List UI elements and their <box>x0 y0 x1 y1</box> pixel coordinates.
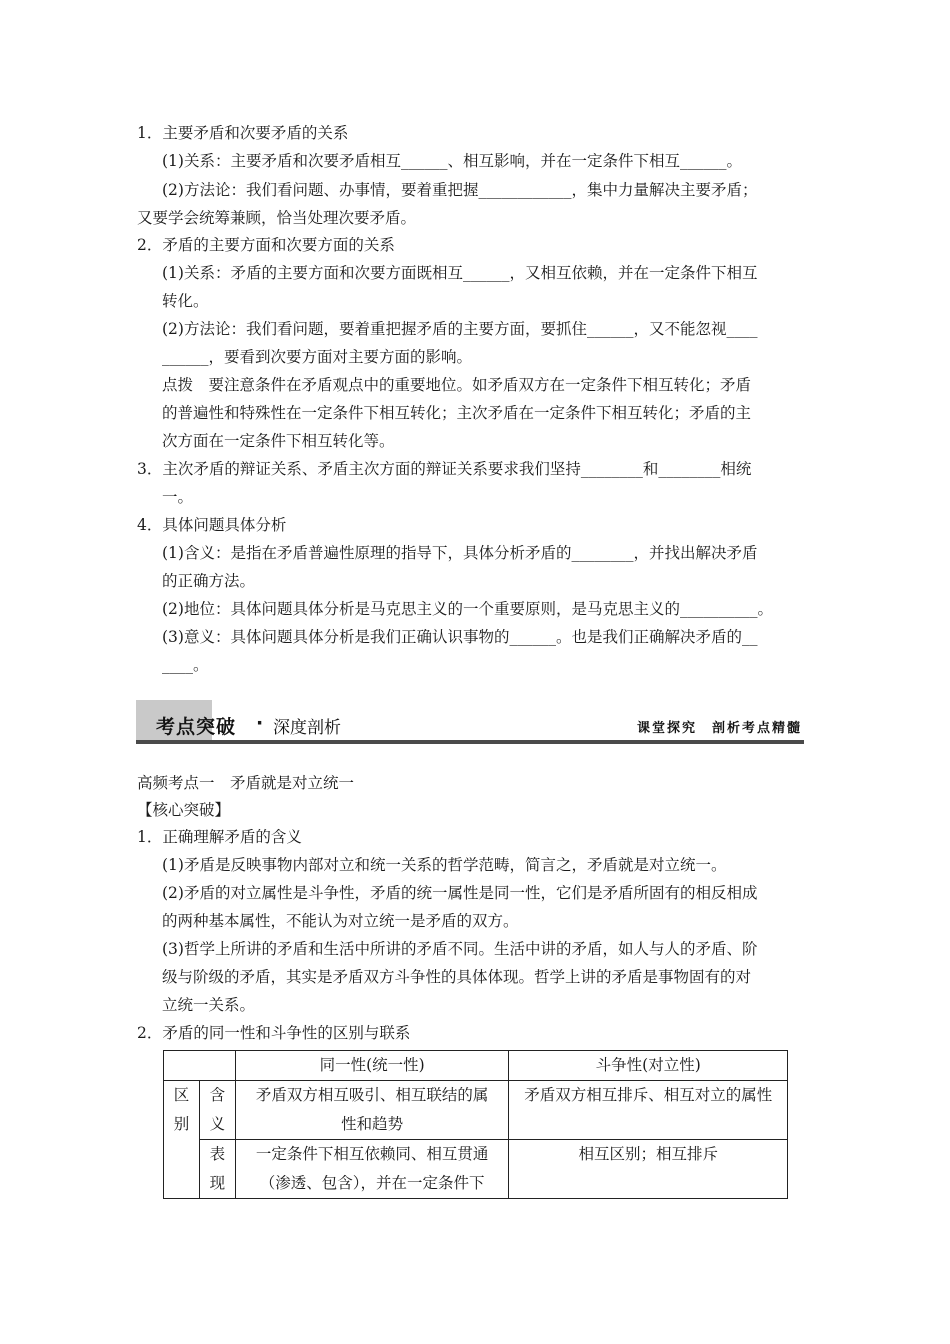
text-line: ______，要看到次要方面对主要方面的影响。 <box>162 348 473 366</box>
banner-bar <box>136 740 804 744</box>
table-row <box>164 1081 788 1140</box>
text-line: 1．正确理解矛盾的含义 <box>137 828 302 846</box>
section-banner <box>136 700 804 746</box>
text-line: 1．主要矛盾和次要矛盾的关系 <box>137 124 349 142</box>
text-line: 的两种基本属性，不能认为对立统一是矛盾的双方。 <box>162 912 519 930</box>
text-line: (2)矛盾的对立属性是斗争性，矛盾的统一属性是同一性，它们是矛盾所固有的相反相成 <box>162 884 758 902</box>
text-line: (2)方法论：我们看问题、办事情，要着重把握____________，集中力量解决主要矛盾； <box>162 181 758 199</box>
text-line: (2)地位：具体问题具体分析是马克思主义的一个重要原则，是马克思主义的__________。 <box>162 600 773 618</box>
banner-right-text: 课堂探究 剖析考点精髓 <box>636 721 802 736</box>
table-header-struggle: 斗争性(对立性) <box>509 1051 788 1081</box>
text-line: (1)矛盾是反映事物内部对立和统一关系的哲学范畴，简言之，矛盾就是对立统一。 <box>162 856 727 874</box>
text-line: 又要学会统筹兼顾，恰当处理次要矛盾。 <box>137 209 417 227</box>
text-line: ____。 <box>162 656 209 674</box>
text-line: (2)方法论：我们看问题，要着重把握矛盾的主要方面，要抓住______，又不能忽视____ <box>162 320 758 338</box>
text-line: 3．主次矛盾的辩证关系、矛盾主次方面的辩证关系要求我们坚持________和________相统 <box>137 460 752 478</box>
text-line: 4．具体问题具体分析 <box>137 516 287 534</box>
table-cell: 相互区别；相互排斥 <box>509 1140 788 1199</box>
table-row-label-meaning: 含 义 <box>199 1081 235 1140</box>
text-line: 高频考点一 矛盾就是对立统一 <box>137 774 355 792</box>
text-line: 一。 <box>162 488 194 506</box>
table-cell: 一定条件下相互依赖同、相互贯通（渗透、包含），并在一定条件下 <box>235 1140 509 1199</box>
table-header-row <box>164 1051 788 1081</box>
text-line: (1)关系：矛盾的主要方面和次要方面既相互______，又相互依赖，并在一定条件下相互 <box>162 264 758 282</box>
text-line: (3)哲学上所讲的矛盾和生活中所讲的矛盾不同。生活中讲的矛盾，如人与人的矛盾、阶 <box>162 940 758 958</box>
table-header-identity: 同一性(统一性) <box>235 1051 509 1081</box>
text-line: 级与阶级的矛盾，其实是矛盾双方斗争性的具体体现。哲学上讲的矛盾是事物固有的对 <box>162 968 752 986</box>
table-cell: 矛盾双方相互吸引、相互联结的属性和趋势 <box>235 1081 509 1140</box>
table-corner-cell <box>164 1051 236 1081</box>
banner-title: 考点突破 <box>156 716 237 738</box>
table-group-label: 区 别 <box>164 1081 200 1199</box>
table-row-label-expression: 表 现 <box>199 1140 235 1199</box>
text-line: (3)意义：具体问题具体分析是我们正确认识事物的______。也是我们正确解决矛盾的__ <box>162 628 758 646</box>
text-line: (1)含义：是指在矛盾普遍性原理的指导下，具体分析矛盾的________，并找出解决矛盾 <box>162 544 758 562</box>
text-line: (1)关系：主要矛盾和次要矛盾相互______、相互影响，并在一定条件下相互______。 <box>162 152 742 170</box>
text-line: 的普遍性和特殊性在一定条件下相互转化；主次矛盾在一定条件下相互转化；矛盾的主 <box>162 404 752 422</box>
text-line: 2．矛盾的主要方面和次要方面的关系 <box>137 236 395 254</box>
text-line: 立统一关系。 <box>162 996 256 1014</box>
text-line: 点拨 要注意条件在矛盾观点中的重要地位。如矛盾双方在一定条件下相互转化；矛盾 <box>162 376 752 394</box>
table-cell: 矛盾双方相互排斥、相互对立的属性 <box>509 1081 788 1140</box>
text-line: 2．矛盾的同一性和斗争性的区别与联系 <box>137 1024 411 1042</box>
text-line: 转化。 <box>162 292 209 310</box>
comparison-table <box>163 1050 788 1199</box>
text-line: 次方面在一定条件下相互转化等。 <box>162 432 395 450</box>
table-row <box>164 1140 788 1199</box>
banner-subtitle: 深度剖析 <box>273 718 341 738</box>
banner-dot: · <box>256 712 264 734</box>
text-line: 的正确方法。 <box>162 572 256 590</box>
text-line: 【核心突破】 <box>137 801 231 819</box>
